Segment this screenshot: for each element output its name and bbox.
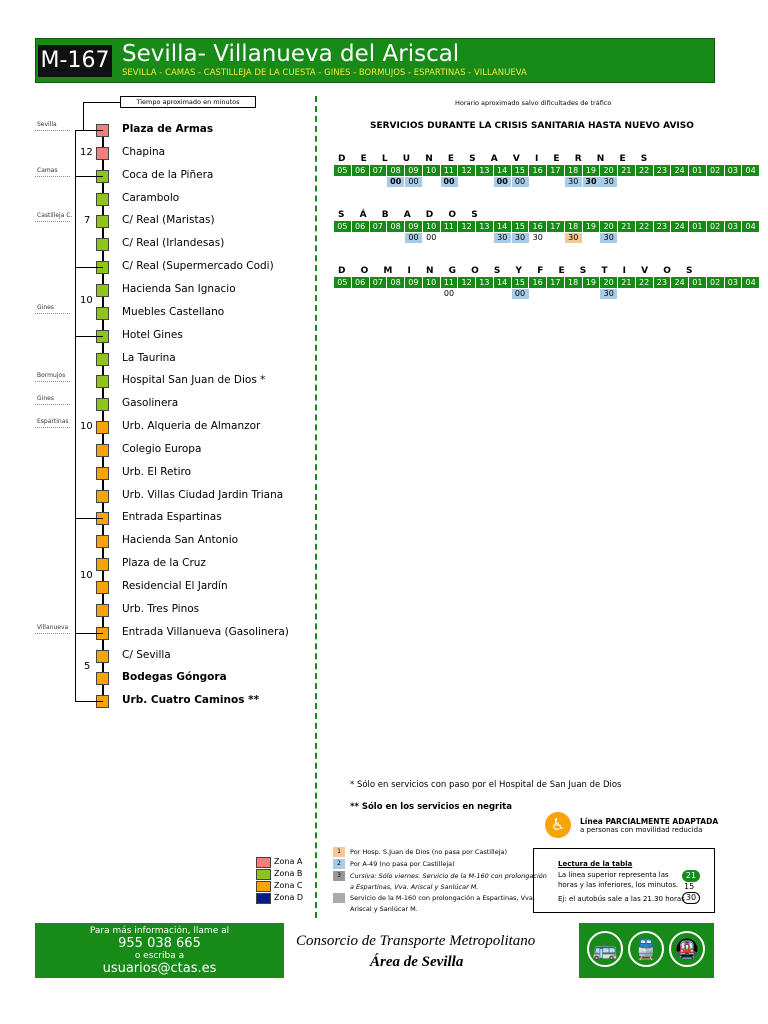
hour-cell: 22 xyxy=(636,221,654,232)
stop-marker xyxy=(96,467,109,480)
key-swatch: 1 xyxy=(333,847,345,857)
line-subtitle: SEVILLA - CAMAS - CASTILLEJA DE LA CUESTA - GINES - BORMUJOS - ESPARTINAS - VILLANUEVA xyxy=(122,68,527,78)
stop-name: Residencial El Jardín xyxy=(122,580,228,592)
hour-cell: 21 xyxy=(618,165,636,176)
hour-cell: 05 xyxy=(334,221,352,232)
legend-box: Tiempo aproximado en minutos xyxy=(120,96,256,108)
zone-swatch xyxy=(256,869,271,880)
stop-name: C/ Real (Irlandesas) xyxy=(122,237,225,250)
note-1: * Sólo en servicios con paso por el Hospital de San Juan de Dios xyxy=(350,780,622,790)
hour-cell: 23 xyxy=(654,277,672,288)
reading-l2: horas y las inferiores, los minutos. xyxy=(558,881,679,889)
legend-connector-v xyxy=(83,102,84,130)
minute-cell: 30 xyxy=(494,233,511,243)
hour-cell: 03 xyxy=(725,165,743,176)
town-label: Bormujos xyxy=(37,372,66,380)
town-label: Gines xyxy=(37,303,54,311)
segment-top xyxy=(75,130,103,131)
minute-cell: 30 xyxy=(512,233,529,243)
hour-cell: 15 xyxy=(512,277,530,288)
contact-panel xyxy=(35,923,284,978)
legend-connector xyxy=(83,102,121,103)
minute-cell: 00 xyxy=(426,233,437,242)
schedule-title: D E L U N E S A V I E R N E S xyxy=(338,154,654,164)
hour-cell: 19 xyxy=(583,221,601,232)
stop-marker xyxy=(96,238,109,251)
stop-name: Muebles Castellano xyxy=(122,305,225,318)
hour-cell: 24 xyxy=(671,221,689,232)
crisis-title: SERVICIOS DURANTE LA CRISIS SANITARIA HASTA NUEVO AVISO xyxy=(370,121,694,131)
stop-marker xyxy=(96,558,109,571)
town-tick xyxy=(35,221,70,222)
hour-cell: 18 xyxy=(565,277,583,288)
note-2: ** Sólo en los servicios en negrita xyxy=(350,802,512,812)
segment-bracket xyxy=(75,267,76,336)
town-label: Sevilla xyxy=(37,121,57,128)
hour-cell: 24 xyxy=(671,165,689,176)
stop-marker xyxy=(96,215,109,228)
stop-marker xyxy=(96,375,109,388)
zone-swatch xyxy=(256,881,271,892)
stop-marker xyxy=(96,672,109,685)
train-icon: 🚆 xyxy=(628,931,664,967)
stop-name: Urb. Villas Ciudad Jardin Triana xyxy=(122,488,284,501)
hour-cell: 02 xyxy=(707,221,725,232)
segment-minutes: 7 xyxy=(84,215,91,227)
access-line-1: Línea PARCIALMENTE ADAPTADA xyxy=(580,817,719,826)
hour-cell: 10 xyxy=(423,277,441,288)
stop-marker xyxy=(96,581,109,594)
zone-label: Zona A xyxy=(274,857,303,866)
hour-cell: 17 xyxy=(547,165,565,176)
hour-cell: 22 xyxy=(636,277,654,288)
stop-name: La Taurina xyxy=(122,351,176,364)
hour-cell: 23 xyxy=(654,165,672,176)
stop-marker xyxy=(96,535,109,548)
hour-cell: 01 xyxy=(689,221,707,232)
segment-minutes: 10 xyxy=(80,295,93,307)
town-label: Gines xyxy=(37,395,54,403)
segment-bracket xyxy=(75,130,76,176)
stop-name: Colegio Europa xyxy=(122,442,202,455)
stop-name: Urb. Cuatro Caminos ** xyxy=(122,694,260,707)
schedule-title: S Á B A D O S xyxy=(338,210,484,220)
hour-cell: 17 xyxy=(547,277,565,288)
zone-swatch xyxy=(256,893,271,904)
hour-cell: 13 xyxy=(476,165,494,176)
hour-cell: 06 xyxy=(352,277,370,288)
metro-icon: 🚇 xyxy=(669,931,705,967)
hour-cell: 16 xyxy=(529,165,547,176)
minute-cell: 00 xyxy=(494,177,511,187)
contact-email[interactable]: usuarios@ctas.es xyxy=(102,961,217,976)
hour-cell: 14 xyxy=(494,221,512,232)
minute-cell: 30 xyxy=(532,233,543,242)
hour-cell: 20 xyxy=(600,221,618,232)
segment-bottom xyxy=(75,701,103,702)
stop-marker xyxy=(96,307,109,320)
reading-title: Lectura de la tabla xyxy=(558,860,633,868)
stop-marker xyxy=(96,398,109,411)
stop-name: Carambolo xyxy=(122,191,180,204)
stop-marker xyxy=(96,147,109,160)
hour-cell: 15 xyxy=(512,165,530,176)
stop-name: Plaza de la Cruz xyxy=(122,557,206,570)
hour-cell: 06 xyxy=(352,221,370,232)
stop-name: Bodegas Góngora xyxy=(122,671,227,684)
minute-cell: 00 xyxy=(443,289,455,298)
hour-cell: 07 xyxy=(370,165,388,176)
hours-row xyxy=(334,221,760,232)
reading-min-1: 15 xyxy=(684,882,695,891)
stop-name: Hospital San Juan de Dios * xyxy=(122,374,266,387)
zone-label: Zona C xyxy=(274,881,303,890)
hour-cell: 04 xyxy=(742,221,760,232)
stop-name: C/ Real (Maristas) xyxy=(122,214,215,227)
hour-cell: 18 xyxy=(565,221,583,232)
hour-cell: 08 xyxy=(387,165,405,176)
segment-minutes: 10 xyxy=(80,569,93,581)
stop-name: Plaza de Armas xyxy=(122,123,214,135)
town-tick xyxy=(35,313,70,314)
hour-cell: 08 xyxy=(387,277,405,288)
hour-cell: 19 xyxy=(583,277,601,288)
segment-bracket xyxy=(75,336,76,519)
hour-cell: 02 xyxy=(707,277,725,288)
stop-name: Chapina xyxy=(122,145,166,158)
minute-cell: 00 xyxy=(405,177,422,187)
hour-cell: 05 xyxy=(334,165,352,176)
schedule-title: D O M I N G O S Y F E S T I V O S xyxy=(338,266,699,276)
stop-name: Entrada Espartinas xyxy=(122,511,222,524)
minute-cell: 30 xyxy=(565,177,582,187)
key-text: Servicio de la M-160 con prolongación a Espartinas, Vva. Ariscal y Sanlúcar M. xyxy=(350,894,535,913)
hour-cell: 02 xyxy=(707,165,725,176)
stop-name: Urb. El Retiro xyxy=(122,465,192,478)
stop-marker xyxy=(96,650,109,663)
hour-cell: 12 xyxy=(458,277,476,288)
hour-cell: 07 xyxy=(370,221,388,232)
town-label: Castilleja C. xyxy=(37,212,73,220)
key-text: Por Hosp. S.Juan de Dios (no pasa por Castilleja) xyxy=(350,848,508,856)
hour-cell: 20 xyxy=(600,165,618,176)
segment-top xyxy=(75,518,103,519)
minute-cell: 00 xyxy=(512,177,529,187)
hour-cell: 12 xyxy=(458,165,476,176)
hour-cell: 09 xyxy=(405,277,423,288)
stop-name: Gasolinera xyxy=(122,397,179,410)
minute-cell: 30 xyxy=(600,289,617,299)
segment-top xyxy=(75,267,103,268)
town-label: Espartinas xyxy=(37,418,69,426)
divider xyxy=(315,96,317,918)
hour-cell: 04 xyxy=(742,277,760,288)
minute-cell: 30 xyxy=(600,233,617,243)
segment-top xyxy=(75,336,103,337)
stop-name: Hacienda San Ignacio xyxy=(122,282,236,295)
segment-minutes: 10 xyxy=(80,421,93,433)
hour-cell: 11 xyxy=(441,277,459,288)
reading-l1: La línea superior representa las xyxy=(558,871,669,879)
town-tick xyxy=(35,404,70,405)
hour-cell: 01 xyxy=(689,277,707,288)
stop-name: C/ Real (Supermercado Codi) xyxy=(122,260,274,273)
consortium-name: Consorcio de Transporte Metropolitano xyxy=(296,933,536,949)
reading-hour: 21 xyxy=(682,870,700,882)
stop-marker xyxy=(96,353,109,366)
hour-cell: 16 xyxy=(529,221,547,232)
zone-swatch xyxy=(256,857,271,868)
hour-cell: 09 xyxy=(405,165,423,176)
hour-cell: 17 xyxy=(547,221,565,232)
minute-cell: 30 xyxy=(583,177,600,187)
contact-phone[interactable]: 955 038 665 xyxy=(118,936,201,951)
town-tick xyxy=(35,381,70,382)
town-label: Camas xyxy=(37,166,58,174)
contact-line-2: o escriba a xyxy=(134,951,185,961)
hour-cell: 18 xyxy=(565,165,583,176)
hour-cell: 03 xyxy=(725,277,743,288)
hour-cell: 19 xyxy=(583,165,601,176)
hour-cell: 03 xyxy=(725,221,743,232)
hour-cell: 01 xyxy=(689,165,707,176)
stop-marker xyxy=(96,490,109,503)
segment-top xyxy=(75,633,103,634)
stop-name: Entrada Villanueva (Gasolinera) xyxy=(122,625,289,638)
hour-cell: 08 xyxy=(387,221,405,232)
hour-cell: 23 xyxy=(654,221,672,232)
key-swatch: 3 xyxy=(333,871,345,881)
town-tick xyxy=(35,176,70,177)
hour-cell: 11 xyxy=(441,221,459,232)
stop-name: Urb. Alqueria de Almanzor xyxy=(122,420,261,433)
stop-name: Urb. Tres Pinos xyxy=(122,602,200,615)
zone-label: Zona D xyxy=(274,893,304,902)
stop-marker xyxy=(96,444,109,457)
hour-cell: 05 xyxy=(334,277,352,288)
minute-cell: 00 xyxy=(387,177,404,187)
minute-cell: 30 xyxy=(600,177,617,187)
town-tick xyxy=(35,427,70,428)
traffic-note: Horario aproximado salvo dificultades de tráfico xyxy=(455,99,612,107)
accessibility-icon: ♿ xyxy=(545,812,571,838)
segment-top xyxy=(75,176,103,177)
stop-marker xyxy=(96,421,109,434)
stop-name: Coca de la Piñera xyxy=(122,168,214,181)
key-swatch: 2 xyxy=(333,859,345,869)
key-swatch xyxy=(333,893,345,903)
hour-cell: 21 xyxy=(618,277,636,288)
hour-cell: 10 xyxy=(423,165,441,176)
segment-bracket xyxy=(75,518,76,632)
bus-icon: 🚌 xyxy=(587,931,623,967)
hour-cell: 22 xyxy=(636,165,654,176)
segment-minutes: 12 xyxy=(80,146,93,158)
hour-cell: 04 xyxy=(742,165,760,176)
hour-cell: 24 xyxy=(671,277,689,288)
minute-cell: 30 xyxy=(565,233,582,243)
header xyxy=(35,38,715,83)
key-text: Cursiva: Sólo viernes. Servicio de la M-160 con prolongación a Espartinas, Vva. Ariscal y Sanlúcar M. xyxy=(350,872,547,891)
segment-minutes: 5 xyxy=(84,660,91,672)
stop-name: Hacienda San Antonio xyxy=(122,534,239,547)
segment-bracket xyxy=(75,176,76,267)
stop-name: Hotel Gines xyxy=(122,328,183,341)
hour-cell: 15 xyxy=(512,221,530,232)
town-tick xyxy=(35,130,70,131)
town-label: Villanueva xyxy=(37,623,69,631)
reading-box xyxy=(533,848,715,913)
hour-cell: 21 xyxy=(618,221,636,232)
contact-line-1: Para más información, llame al xyxy=(89,926,230,936)
minute-cell: 00 xyxy=(405,233,422,243)
hour-cell: 06 xyxy=(352,165,370,176)
stop-marker xyxy=(96,193,109,206)
minute-cell: 00 xyxy=(512,289,529,299)
stop-name: C/ Sevilla xyxy=(122,648,171,661)
hour-cell: 10 xyxy=(423,221,441,232)
town-tick xyxy=(35,633,70,634)
hour-cell: 11 xyxy=(441,165,459,176)
hour-cell: 20 xyxy=(600,277,618,288)
hour-cell: 07 xyxy=(370,277,388,288)
access-line-2: a personas con movilidad reducida xyxy=(580,826,703,834)
transport-icons xyxy=(579,923,714,978)
hour-cell: 09 xyxy=(405,221,423,232)
reading-l3: Ej: el autobús sale a las 21.30 horas xyxy=(558,895,685,903)
zone-label: Zona B xyxy=(274,869,303,878)
line-code: M-167 xyxy=(38,45,112,77)
stop-marker xyxy=(96,604,109,617)
hour-cell: 13 xyxy=(476,277,494,288)
hour-cell: 13 xyxy=(476,221,494,232)
hours-row xyxy=(334,165,760,176)
hour-cell: 16 xyxy=(529,277,547,288)
line-title: Sevilla- Villanueva del Ariscal xyxy=(122,41,460,67)
hour-cell: 14 xyxy=(494,165,512,176)
segment-bracket xyxy=(75,633,76,702)
stop-marker xyxy=(96,284,109,297)
key-text: Por A-49 (no pasa por Castilleja) xyxy=(350,860,455,868)
reading-min-2: 30 xyxy=(682,892,700,904)
minute-cell: 00 xyxy=(441,177,458,187)
consortium-area: Área de Sevilla xyxy=(370,954,464,970)
hours-row xyxy=(334,277,760,288)
hour-cell: 14 xyxy=(494,277,512,288)
hour-cell: 12 xyxy=(458,221,476,232)
